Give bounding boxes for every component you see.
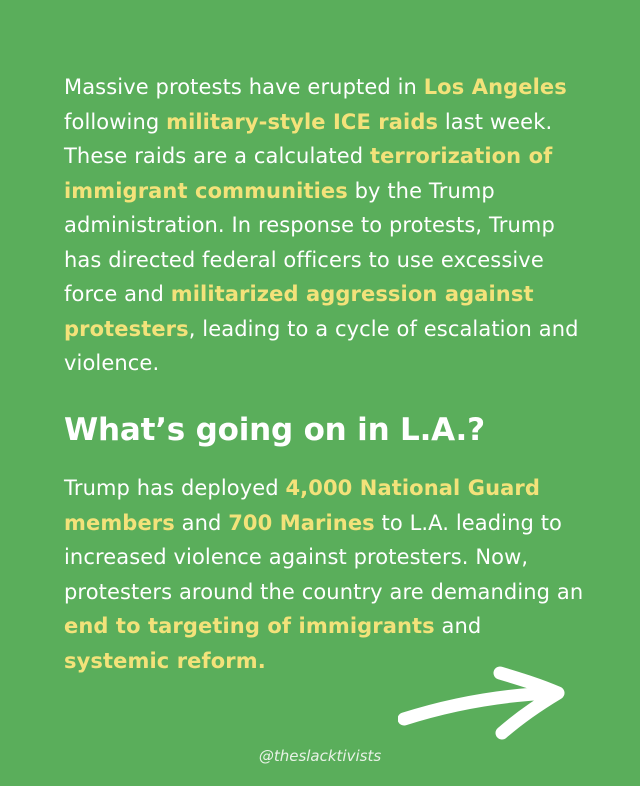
body-paragraph xyxy=(64,471,584,678)
highlight-militarized-aggression: militarized aggression against protesters xyxy=(64,282,534,341)
body-text: and xyxy=(174,510,229,535)
body-text: Trump has deployed xyxy=(64,476,286,500)
highlight-systemic-reform: systemic reform. xyxy=(64,648,266,673)
section-heading: What’s going on in L.A.? xyxy=(64,412,485,448)
highlight-ice-raids: military-style ICE raids xyxy=(166,109,439,134)
right-arrow-icon xyxy=(398,665,568,745)
intro-text: Massive protests have erupted in xyxy=(64,75,424,99)
intro-text: following xyxy=(64,109,167,134)
author-handle: @theslacktivists xyxy=(258,747,382,765)
highlight-los-angeles: Los Angeles xyxy=(423,75,567,99)
highlight-national-guard: 4,000 National Guard members xyxy=(64,476,540,535)
intro-text: last week. These raids are a calculated xyxy=(64,109,553,168)
intro-text: , leading to a cycle of escalation and violence. xyxy=(64,316,579,375)
highlight-terrorization: terrorization of immigrant communities xyxy=(64,144,553,203)
highlight-marines: 700 Marines xyxy=(228,510,375,535)
body-text: and xyxy=(434,614,482,638)
highlight-end-targeting: end to targeting of immigrants xyxy=(64,614,435,638)
body-text: to L.A. leading to increased violence against protesters. Now, protesters around the country are demanding an xyxy=(64,510,584,604)
intro-text: by the Trump administration. In response to protests, Trump has directed federal officers to use excessive force and xyxy=(64,178,555,306)
intro-paragraph xyxy=(64,70,584,381)
